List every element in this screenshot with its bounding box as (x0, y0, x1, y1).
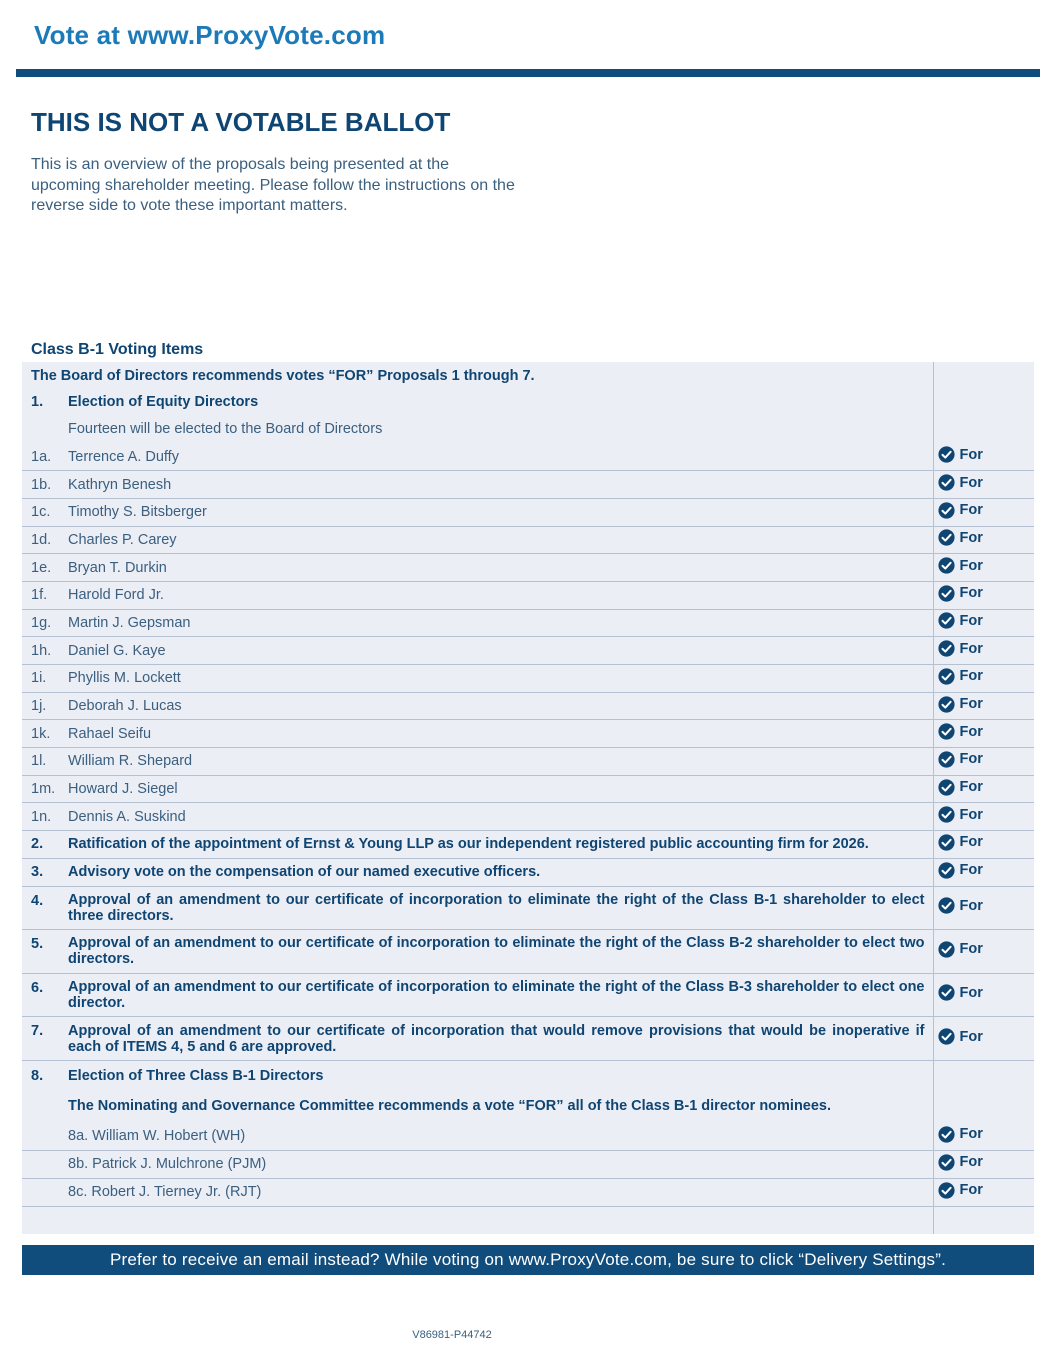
director-number: 1i. (22, 665, 68, 693)
proposal-row (22, 886, 1034, 930)
vote-for[interactable] (938, 806, 983, 823)
vote-for[interactable] (938, 474, 983, 491)
director-row (22, 692, 1034, 720)
director-number: 1e. (22, 554, 68, 582)
check-circle-icon (938, 779, 955, 796)
vote-cell[interactable] (933, 858, 1034, 886)
vote-for[interactable] (938, 723, 983, 740)
vote-label: For (959, 897, 983, 914)
proposal-row (22, 973, 1034, 1017)
vote-cell[interactable] (933, 609, 1034, 637)
proposal-number: 6. (22, 973, 68, 1017)
proposal-text: Approval of an amendment to our certificate of incorporation to eliminate the right of the Class B-1 shareholder to elect three directors. (68, 886, 933, 930)
check-circle-icon (938, 1126, 955, 1143)
director-name: William R. Shepard (68, 748, 933, 776)
proposal-row (22, 831, 1034, 859)
proposal-8-title: Election of Three Class B-1 Directors (68, 1067, 324, 1084)
vote-for[interactable] (938, 779, 983, 796)
director-number: 1m. (22, 775, 68, 803)
vote-for[interactable] (938, 529, 983, 546)
vote-cell[interactable] (933, 803, 1034, 831)
director-row (22, 665, 1034, 693)
vote-label: For (959, 585, 983, 602)
proposal-text: Advisory vote on the compensation of our named executive officers. (68, 858, 933, 886)
director-name: Timothy S. Bitsberger (68, 498, 933, 526)
vote-label: For (959, 862, 983, 879)
vote-label: For (959, 1028, 983, 1045)
director-name: Daniel G. Kaye (68, 637, 933, 665)
check-circle-icon (938, 474, 955, 491)
director-row (22, 637, 1034, 665)
document-code: V86981-P44742 (412, 1329, 492, 1341)
proposal-row (22, 1017, 1034, 1061)
vote-for[interactable] (938, 834, 983, 851)
director-name: Terrence A. Duffy (68, 443, 933, 471)
vote-label: For (959, 723, 983, 740)
proposal-1-title: Election of Equity Directors (68, 394, 259, 410)
check-circle-icon (938, 529, 955, 546)
director-name: Bryan T. Durkin (68, 554, 933, 582)
director-name: Howard J. Siegel (68, 775, 933, 803)
nominee-row (22, 1122, 1034, 1150)
director-row (22, 775, 1034, 803)
check-circle-icon (938, 1154, 955, 1171)
check-circle-icon (938, 897, 955, 914)
vote-label: For (959, 941, 983, 958)
proposal-row (22, 858, 1034, 886)
proposal-number: 7. (22, 1017, 68, 1061)
director-number: 1a. (22, 443, 68, 471)
director-name: Harold Ford Jr. (68, 581, 933, 609)
vote-cell[interactable] (933, 443, 1034, 471)
email-delivery-banner[interactable]: Prefer to receive an email instead? While voting on www.ProxyVote.com, be sure to click “Delivery Settings”. (22, 1245, 1034, 1275)
vote-cell[interactable] (933, 973, 1034, 1017)
vote-label: For (959, 984, 983, 1001)
check-circle-icon (938, 1182, 955, 1199)
vote-for[interactable] (938, 941, 983, 958)
vote-cell[interactable] (933, 471, 1034, 499)
vote-for[interactable] (938, 1028, 983, 1045)
proposal-text: Approval of an amendment to our certificate of incorporation that would remove provisions that would be inoperative if each of ITEMS 4, 5 and 6 are approved. (68, 1017, 933, 1061)
vote-label: For (959, 557, 983, 574)
proposal-text: Approval of an amendment to our certificate of incorporation to eliminate the right of the Class B-3 shareholder to elect one director. (68, 973, 933, 1017)
director-name: Martin J. Gepsman (68, 609, 933, 637)
proposal-1-row (22, 389, 1034, 415)
check-circle-icon (938, 723, 955, 740)
recommendation-row (22, 362, 1034, 389)
vote-cell[interactable] (933, 720, 1034, 748)
proposal-1-number: 1. (31, 394, 44, 410)
nominee-name: 8b. Patrick J. Mulchrone (PJM) (68, 1150, 933, 1178)
nominee-row (22, 1150, 1034, 1178)
director-row (22, 443, 1034, 471)
vote-cell[interactable] (933, 1122, 1034, 1150)
vote-cell[interactable] (933, 581, 1034, 609)
proposal-8-row (22, 1060, 1034, 1090)
intro-text: This is an overview of the proposals being presented at the upcoming shareholder meeting. Please follow the instructions on the reverse side to vote these important matters. (31, 156, 515, 214)
director-number: 1l. (22, 748, 68, 776)
proposal-text: Approval of an amendment to our certificate of incorporation to eliminate the right of the Class B-2 shareholder to elect two directors. (68, 930, 933, 974)
vote-label: For (959, 640, 983, 657)
director-row (22, 748, 1034, 776)
director-number: 1g. (22, 609, 68, 637)
director-number: 1c. (22, 498, 68, 526)
vote-for[interactable] (938, 984, 983, 1001)
check-circle-icon (938, 1028, 955, 1045)
proposal-row (22, 930, 1034, 974)
vote-cell[interactable] (933, 526, 1034, 554)
director-row (22, 581, 1034, 609)
vote-cell[interactable] (933, 775, 1034, 803)
vote-cell[interactable] (933, 692, 1034, 720)
vote-for[interactable] (938, 446, 983, 463)
vote-label: For (959, 668, 983, 685)
director-row (22, 609, 1034, 637)
nominee-name: 8c. Robert J. Tierney Jr. (RJT) (68, 1178, 933, 1206)
vote-for[interactable] (938, 502, 983, 519)
check-circle-icon (938, 941, 955, 958)
vote-for[interactable] (938, 897, 983, 914)
director-name: Deborah J. Lucas (68, 692, 933, 720)
vote-cell[interactable] (933, 930, 1034, 974)
director-row (22, 498, 1034, 526)
vote-for[interactable] (938, 585, 983, 602)
vote-for[interactable] (938, 1154, 983, 1171)
vote-for[interactable] (938, 1182, 983, 1199)
vote-for[interactable] (938, 640, 983, 657)
proposal-8-recommendation-row (22, 1090, 1034, 1122)
check-circle-icon (938, 557, 955, 574)
proposal-text: Ratification of the appointment of Ernst & Young LLP as our independent registered public accounting firm for 2026. (68, 831, 933, 859)
check-circle-icon (938, 696, 955, 713)
director-name: Kathryn Benesh (68, 471, 933, 499)
proposal-1-subtitle-row (22, 415, 1034, 443)
director-row (22, 526, 1034, 554)
vote-for[interactable] (938, 696, 983, 713)
director-number: 1b. (22, 471, 68, 499)
proposal-number: 5. (22, 930, 68, 974)
vote-label: For (959, 502, 983, 519)
director-number: 1f. (22, 581, 68, 609)
vote-cell[interactable] (933, 831, 1034, 859)
proposal-1-subtitle: Fourteen will be elected to the Board of Directors (68, 421, 383, 437)
vote-cell[interactable] (933, 665, 1034, 693)
check-circle-icon (938, 585, 955, 602)
director-number: 1j. (22, 692, 68, 720)
header-rule (16, 69, 1040, 77)
spacer-row (22, 1206, 1034, 1234)
vote-label: For (959, 779, 983, 796)
ballot-title: THIS IS NOT A VOTABLE BALLOT (31, 107, 451, 137)
director-row (22, 720, 1034, 748)
vote-cell[interactable] (933, 637, 1034, 665)
check-circle-icon (938, 751, 955, 768)
director-name: Dennis A. Suskind (68, 803, 933, 831)
vote-for[interactable] (938, 557, 983, 574)
board-recommendation: The Board of Directors recommends votes “FOR” Proposals 1 through 7. (31, 367, 535, 384)
director-name: Phyllis M. Lockett (68, 665, 933, 693)
vote-label: For (959, 529, 983, 546)
vote-label: For (959, 806, 983, 823)
check-circle-icon (938, 668, 955, 685)
vote-label: For (959, 612, 983, 629)
check-circle-icon (938, 502, 955, 519)
vote-for[interactable] (938, 751, 983, 768)
director-number: 1h. (22, 637, 68, 665)
proposal-8-number: 8. (31, 1067, 44, 1084)
check-circle-icon (938, 446, 955, 463)
director-name: Rahael Seifu (68, 720, 933, 748)
nominee-row (22, 1178, 1034, 1206)
vote-cell[interactable] (933, 498, 1034, 526)
vote-label: For (959, 834, 983, 851)
vote-label: For (959, 446, 983, 463)
voting-items-table (22, 362, 1034, 1234)
proposal-number: 4. (22, 886, 68, 930)
vote-label: For (959, 1126, 983, 1143)
vote-label: For (959, 751, 983, 768)
nominee-name: 8a. William W. Hobert (WH) (68, 1122, 933, 1150)
check-circle-icon (938, 834, 955, 851)
vote-label: For (959, 1154, 983, 1171)
proposal-8-recommendation: The Nominating and Governance Committee recommends a vote “FOR” all of the Class B-1 director nominees. (68, 1098, 832, 1115)
check-circle-icon (938, 612, 955, 629)
vote-cell[interactable] (933, 886, 1034, 930)
check-circle-icon (938, 806, 955, 823)
vote-label: For (959, 1182, 983, 1199)
check-circle-icon (938, 862, 955, 879)
section-title: Class B-1 Voting Items (31, 341, 204, 358)
director-number: 1n. (22, 803, 68, 831)
vote-cell[interactable] (933, 1178, 1034, 1206)
director-row (22, 803, 1034, 831)
vote-for[interactable] (938, 612, 983, 629)
vote-label: For (959, 474, 983, 491)
director-name: Charles P. Carey (68, 526, 933, 554)
director-number: 1k. (22, 720, 68, 748)
vote-for[interactable] (938, 1126, 983, 1143)
director-row (22, 471, 1034, 499)
proposal-number: 2. (22, 831, 68, 859)
vote-for[interactable] (938, 862, 983, 879)
director-number: 1d. (22, 526, 68, 554)
vote-label: For (959, 696, 983, 713)
vote-cell[interactable] (933, 554, 1034, 582)
vote-cell[interactable] (933, 1150, 1034, 1178)
check-circle-icon (938, 984, 955, 1001)
vote-cell[interactable] (933, 748, 1034, 776)
proposal-number: 3. (22, 858, 68, 886)
header-title[interactable]: Vote at www.ProxyVote.com (34, 20, 386, 50)
check-circle-icon (938, 640, 955, 657)
director-row (22, 554, 1034, 582)
vote-for[interactable] (938, 668, 983, 685)
vote-cell[interactable] (933, 1017, 1034, 1061)
